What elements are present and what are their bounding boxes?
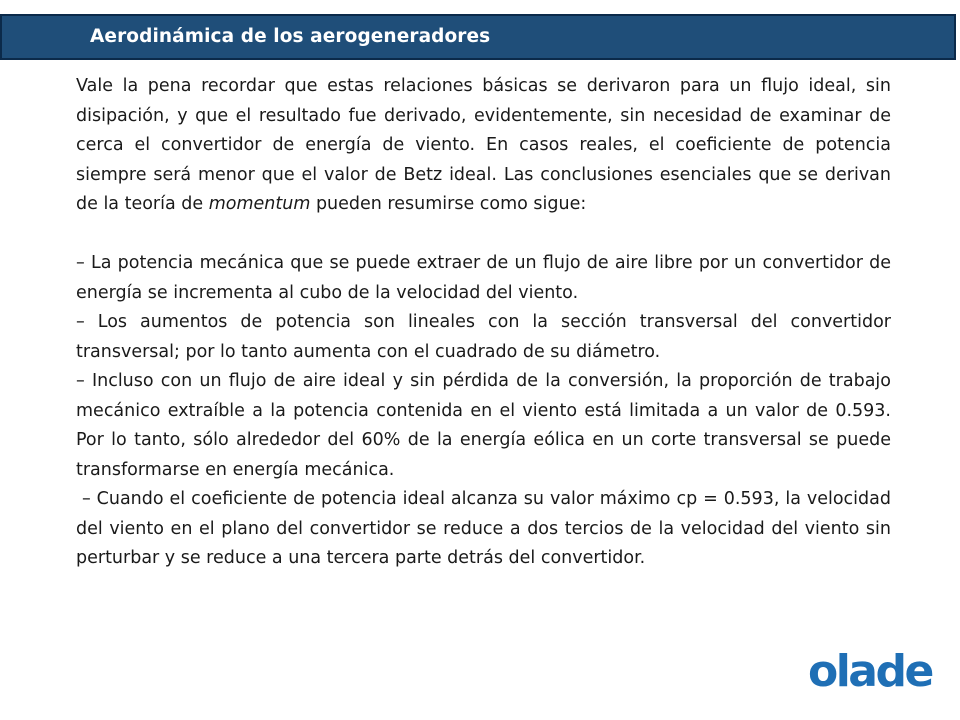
intro-paragraph <box>76 72 891 220</box>
conclusion-item-1: – La potencia mecánica que se puede extraer de un flujo de aire libre por un convertidor de energía se incrementa al cubo de la velocidad del viento. <box>76 253 891 303</box>
intro-text-end: pueden resumirse como sigue: <box>310 194 587 214</box>
page-title: Aerodinámica de los aerogeneradores <box>90 26 491 47</box>
intro-text: Vale la pena recordar que estas relaciones básicas se derivaron para un flujo ideal, sin disipación, y que el resultado fue derivado, evidentemente, sin necesidad de examinar de cerca el convertidor de energía de viento. En casos reales, el coeficiente de potencia siempre será menor que el valor de Betz ideal. Las conclusiones esenciales que se derivan de la teoría de <box>76 76 891 214</box>
conclusion-item-2: – Los aumentos de potencia son lineales con la sección transversal del convertidor transversal; por lo tanto aumenta con el cuadrado de su diámetro. <box>76 312 891 362</box>
intro-emphasis: momentum <box>208 194 311 214</box>
olade-logo: olade <box>808 646 932 697</box>
title-bar <box>0 14 956 60</box>
conclusion-item-4: – Cuando el coeficiente de potencia ideal alcanza su valor máximo cp = 0.593, la velocidad del viento en el plano del convertidor se reduce a dos tercios de la velocidad del viento sin perturbar y se reduce a una tercera parte detrás del convertidor. <box>76 489 897 568</box>
conclusion-item-3: – Incluso con un flujo de aire ideal y sin pérdida de la conversión, la proporción de trabajo mecánico extraíble a la potencia contenida en el viento está limitada a un valor de 0.593. Por lo tanto, sólo alrededor del 60% de la energía eólica en un corte transversal se puede transformarse en energía mecánica. <box>76 371 891 480</box>
slide-body <box>76 72 897 574</box>
